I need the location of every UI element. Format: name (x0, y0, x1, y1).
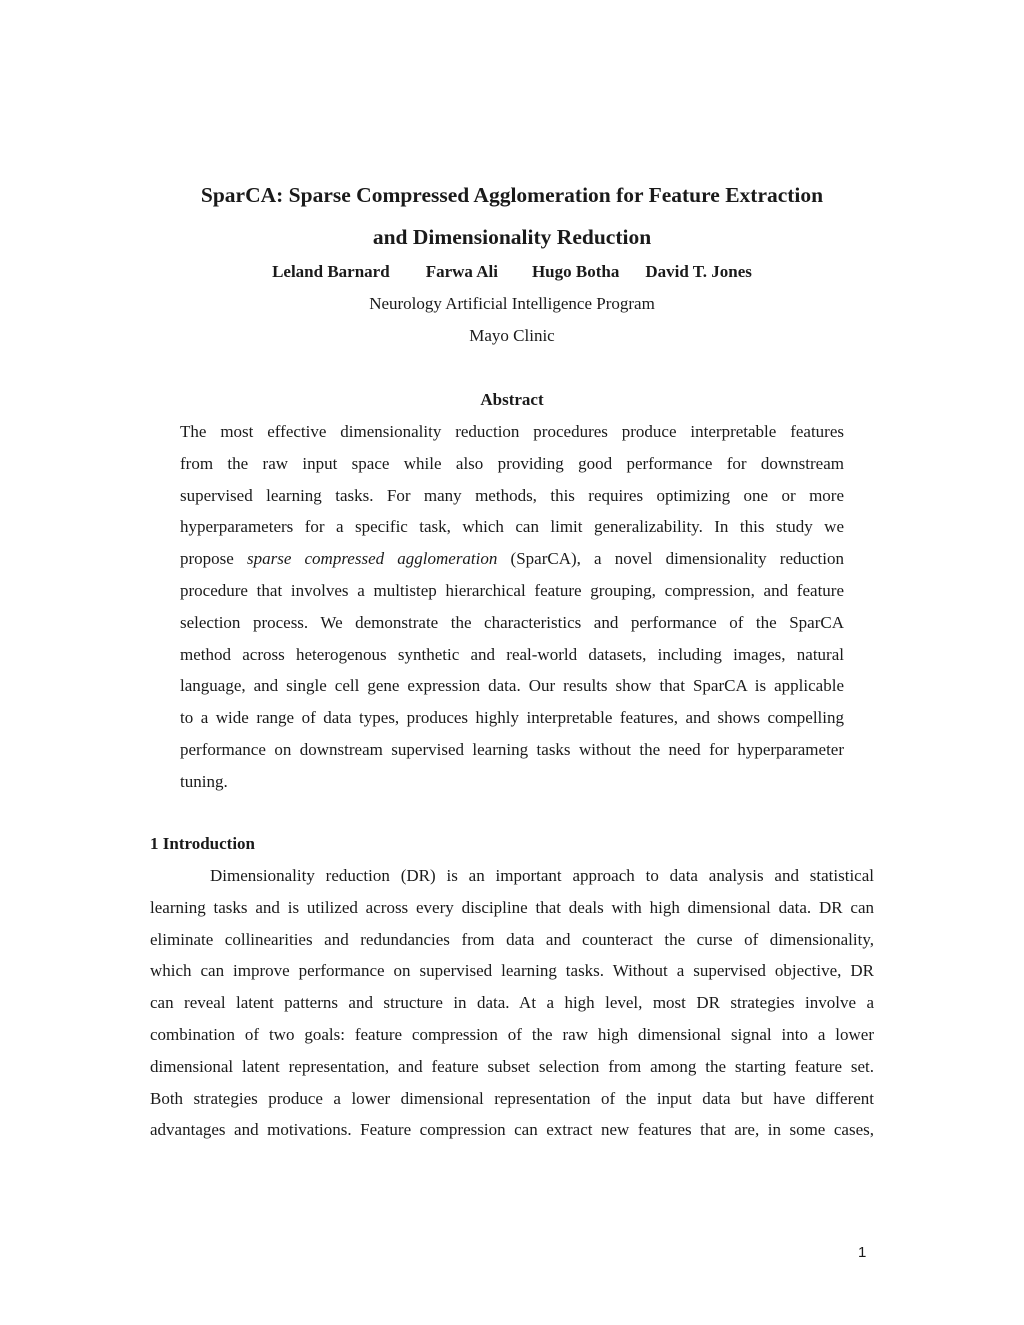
abstract-line: selection process. We demonstrate the characteristics and performance of the SparCA (180, 612, 844, 632)
author-name: David T. Jones (645, 262, 752, 281)
intro-line: eliminate collinearities and redundancies from data and counteract the curse of dimensionality, (150, 929, 874, 949)
abstract-line: procedure that involves a multistep hierarchical feature grouping, compression, and feature (180, 580, 844, 600)
abstract-line: language, and single cell gene expression data. Our results show that SparCA is applicable (180, 676, 844, 696)
intro-line: dimensional latent representation, and feature subset selection from among the starting feature set. (150, 1056, 874, 1076)
paper-title-line-2: and Dimensionality Reduction (372, 225, 652, 249)
author-name: Leland Barnard (272, 262, 390, 281)
section-heading-introduction: 1 Introduction (150, 834, 256, 853)
abstract-body (180, 416, 844, 798)
page-number: 1 (858, 1244, 867, 1261)
author-name: Hugo Botha (531, 262, 620, 281)
abstract-line (180, 543, 844, 575)
author-list (0, 262, 1024, 282)
affiliation-department: Neurology Artificial Intelligence Program (369, 294, 655, 313)
paper-title-line-1: SparCA: Sparse Compressed Agglomeration for Feature Extraction (200, 183, 824, 207)
abstract-line: The most effective dimensionality reduction procedures produce interpretable features (180, 422, 844, 441)
method-name-italic: sparse compressed agglomeration (246, 549, 498, 569)
abstract-heading: Abstract (480, 390, 544, 409)
intro-line: which can improve performance on supervised learning tasks. Without a supervised objective, DR (150, 961, 874, 981)
author-name: Farwa Ali (425, 262, 498, 281)
intro-line: can reveal latent patterns and structure in data. At a high level, most DR strategies involve a (150, 993, 874, 1013)
abstract-text-fragment: (SparCA), a novel dimensionality reduction (497, 549, 844, 569)
introduction-body (150, 860, 874, 1146)
abstract-line: hyperparameters for a specific task, which can limit generalizability. In this study we (180, 517, 844, 537)
intro-line: Dimensionality reduction (DR) is an important approach to data analysis and statistical (210, 866, 874, 885)
intro-line: combination of two goals: feature compression of the raw high dimensional signal into a lower (150, 1024, 874, 1044)
intro-line: Both strategies produce a lower dimensional representation of the input data but have different (150, 1088, 874, 1108)
abstract-line: supervised learning tasks. For many methods, this requires optimizing one or more (180, 485, 844, 505)
abstract-line: from the raw input space while also providing good performance for downstream (180, 453, 844, 473)
abstract-line: to a wide range of data types, produces highly interpretable features, and shows compelling (180, 708, 844, 728)
abstract-line: performance on downstream supervised learning tasks without the need for hyperparameter (180, 739, 844, 759)
intro-line: learning tasks and is utilized across every discipline that deals with high dimensional data. DR can (150, 897, 874, 917)
abstract-line: tuning. (180, 771, 228, 791)
abstract-text-fragment: propose (180, 549, 247, 569)
abstract-line: method across heterogenous synthetic and real-world datasets, including images, natural (180, 644, 844, 664)
affiliation-institution: Mayo Clinic (469, 326, 555, 345)
intro-line: advantages and motivations. Feature compression can extract new features that are, in some cases, (150, 1120, 874, 1140)
